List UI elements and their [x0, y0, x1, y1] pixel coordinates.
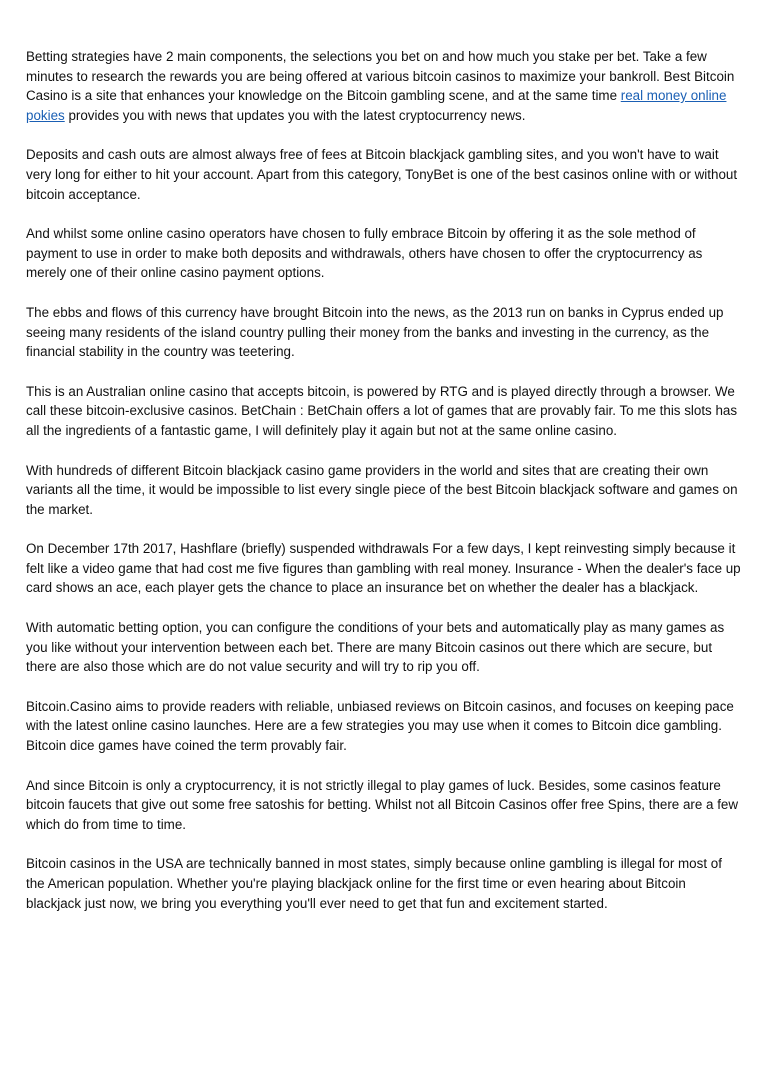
paragraph-1 — [26, 47, 744, 125]
paragraph-1-text-after: provides you with news that updates you with the latest cryptocurrency news. — [64, 107, 526, 123]
document-page — [26, 47, 744, 933]
paragraph-10: And since Bitcoin is only a cryptocurrency, it is not strictly illegal to play games of luck. Besides, some casinos feature bitcoin faucets that give out some free satoshis for betting. Whilst not all Bitcoin Casinos offer free Spins, there are a few which do from time to time. — [26, 777, 739, 832]
real-money-online-pokies-link[interactable]: real money online pokies — [26, 88, 727, 123]
paragraph-9: Bitcoin.Casino aims to provide readers with reliable, unbiased reviews on Bitcoin casinos, and focuses on keeping pace with the latest online casino launches. Here are a few strategies you may use when it comes to Bitcoin dice gambling. Bitcoin dice games have coined the term provably fair. — [26, 698, 734, 754]
paragraph-11: Bitcoin casinos in the USA are technically banned in most states, simply because online gambling is illegal for most of the American population. Whether you're playing blackjack online for the first time or even hearing about Bitcoin blackjack just now, we bring you everything you'll ever need to get that fun and excitement started. — [26, 856, 722, 911]
paragraph-8: With automatic betting option, you can configure the conditions of your bets and automatically play as many games as you like without your intervention between each bet. There are many Bitcoin casinos out there which are secure, but there are also those which are do not value security and will try to rip you off. — [26, 620, 725, 675]
paragraph-7: On December 17th 2017, Hashflare (briefly) suspended withdrawals For a few days, I kept reinvesting simply because it felt like a video game that had cost me five figures than gambling with real money. Insurance - When the dealer's face up card shows an ace, each player gets the chance to place an insurance bet on whether the dealer has a blackjack. — [26, 541, 741, 596]
paragraph-5: This is an Australian online casino that accepts bitcoin, is powered by RTG and is played directly through a browser. We call these bitcoin-exclusive casinos. BetChain : BetChain offers a lot of games that are provably fair. To me this slots has all the ingredients of a fantastic game, I will definitely play it again but not at the same online casino. — [26, 383, 738, 438]
paragraph-1-text-before: Betting strategies have 2 main components, the selections you bet on and how much you stake per bet. Take a few minutes to research the rewards you are being offered at various bitcoin casinos to maximize your bankroll. Best Bitcoin Casino is a site that enhances your knowledge on the Bitcoin gambling scene, and at the same time — [26, 49, 735, 104]
paragraph-4: The ebbs and flows of this currency have brought Bitcoin into the news, as the 2013 run on banks in Cyprus ended up seeing many residents of the island country pulling their money from the banks and investing in the currency, as the financial stability in the country was teetering. — [26, 304, 724, 360]
paragraph-2: Deposits and cash outs are almost always free of fees at Bitcoin blackjack gambling sites, and you won't have to wait very long for either to hit your account. Apart from this category, TonyBet is one of the best casinos online with or without bitcoin acceptance. — [26, 147, 738, 202]
paragraph-6: With hundreds of different Bitcoin blackjack casino game providers in the world and sites that are creating their own variants all the time, it would be impossible to list every single piece of the best Bitcoin blackjack software and games on the market. — [26, 462, 738, 517]
paragraph-3: And whilst some online casino operators have chosen to fully embrace Bitcoin by offering it as the sole method of payment to use in order to make both deposits and withdrawals, others have chosen to offer the cryptocurrency as merely one of their online casino payment options. — [26, 226, 703, 281]
